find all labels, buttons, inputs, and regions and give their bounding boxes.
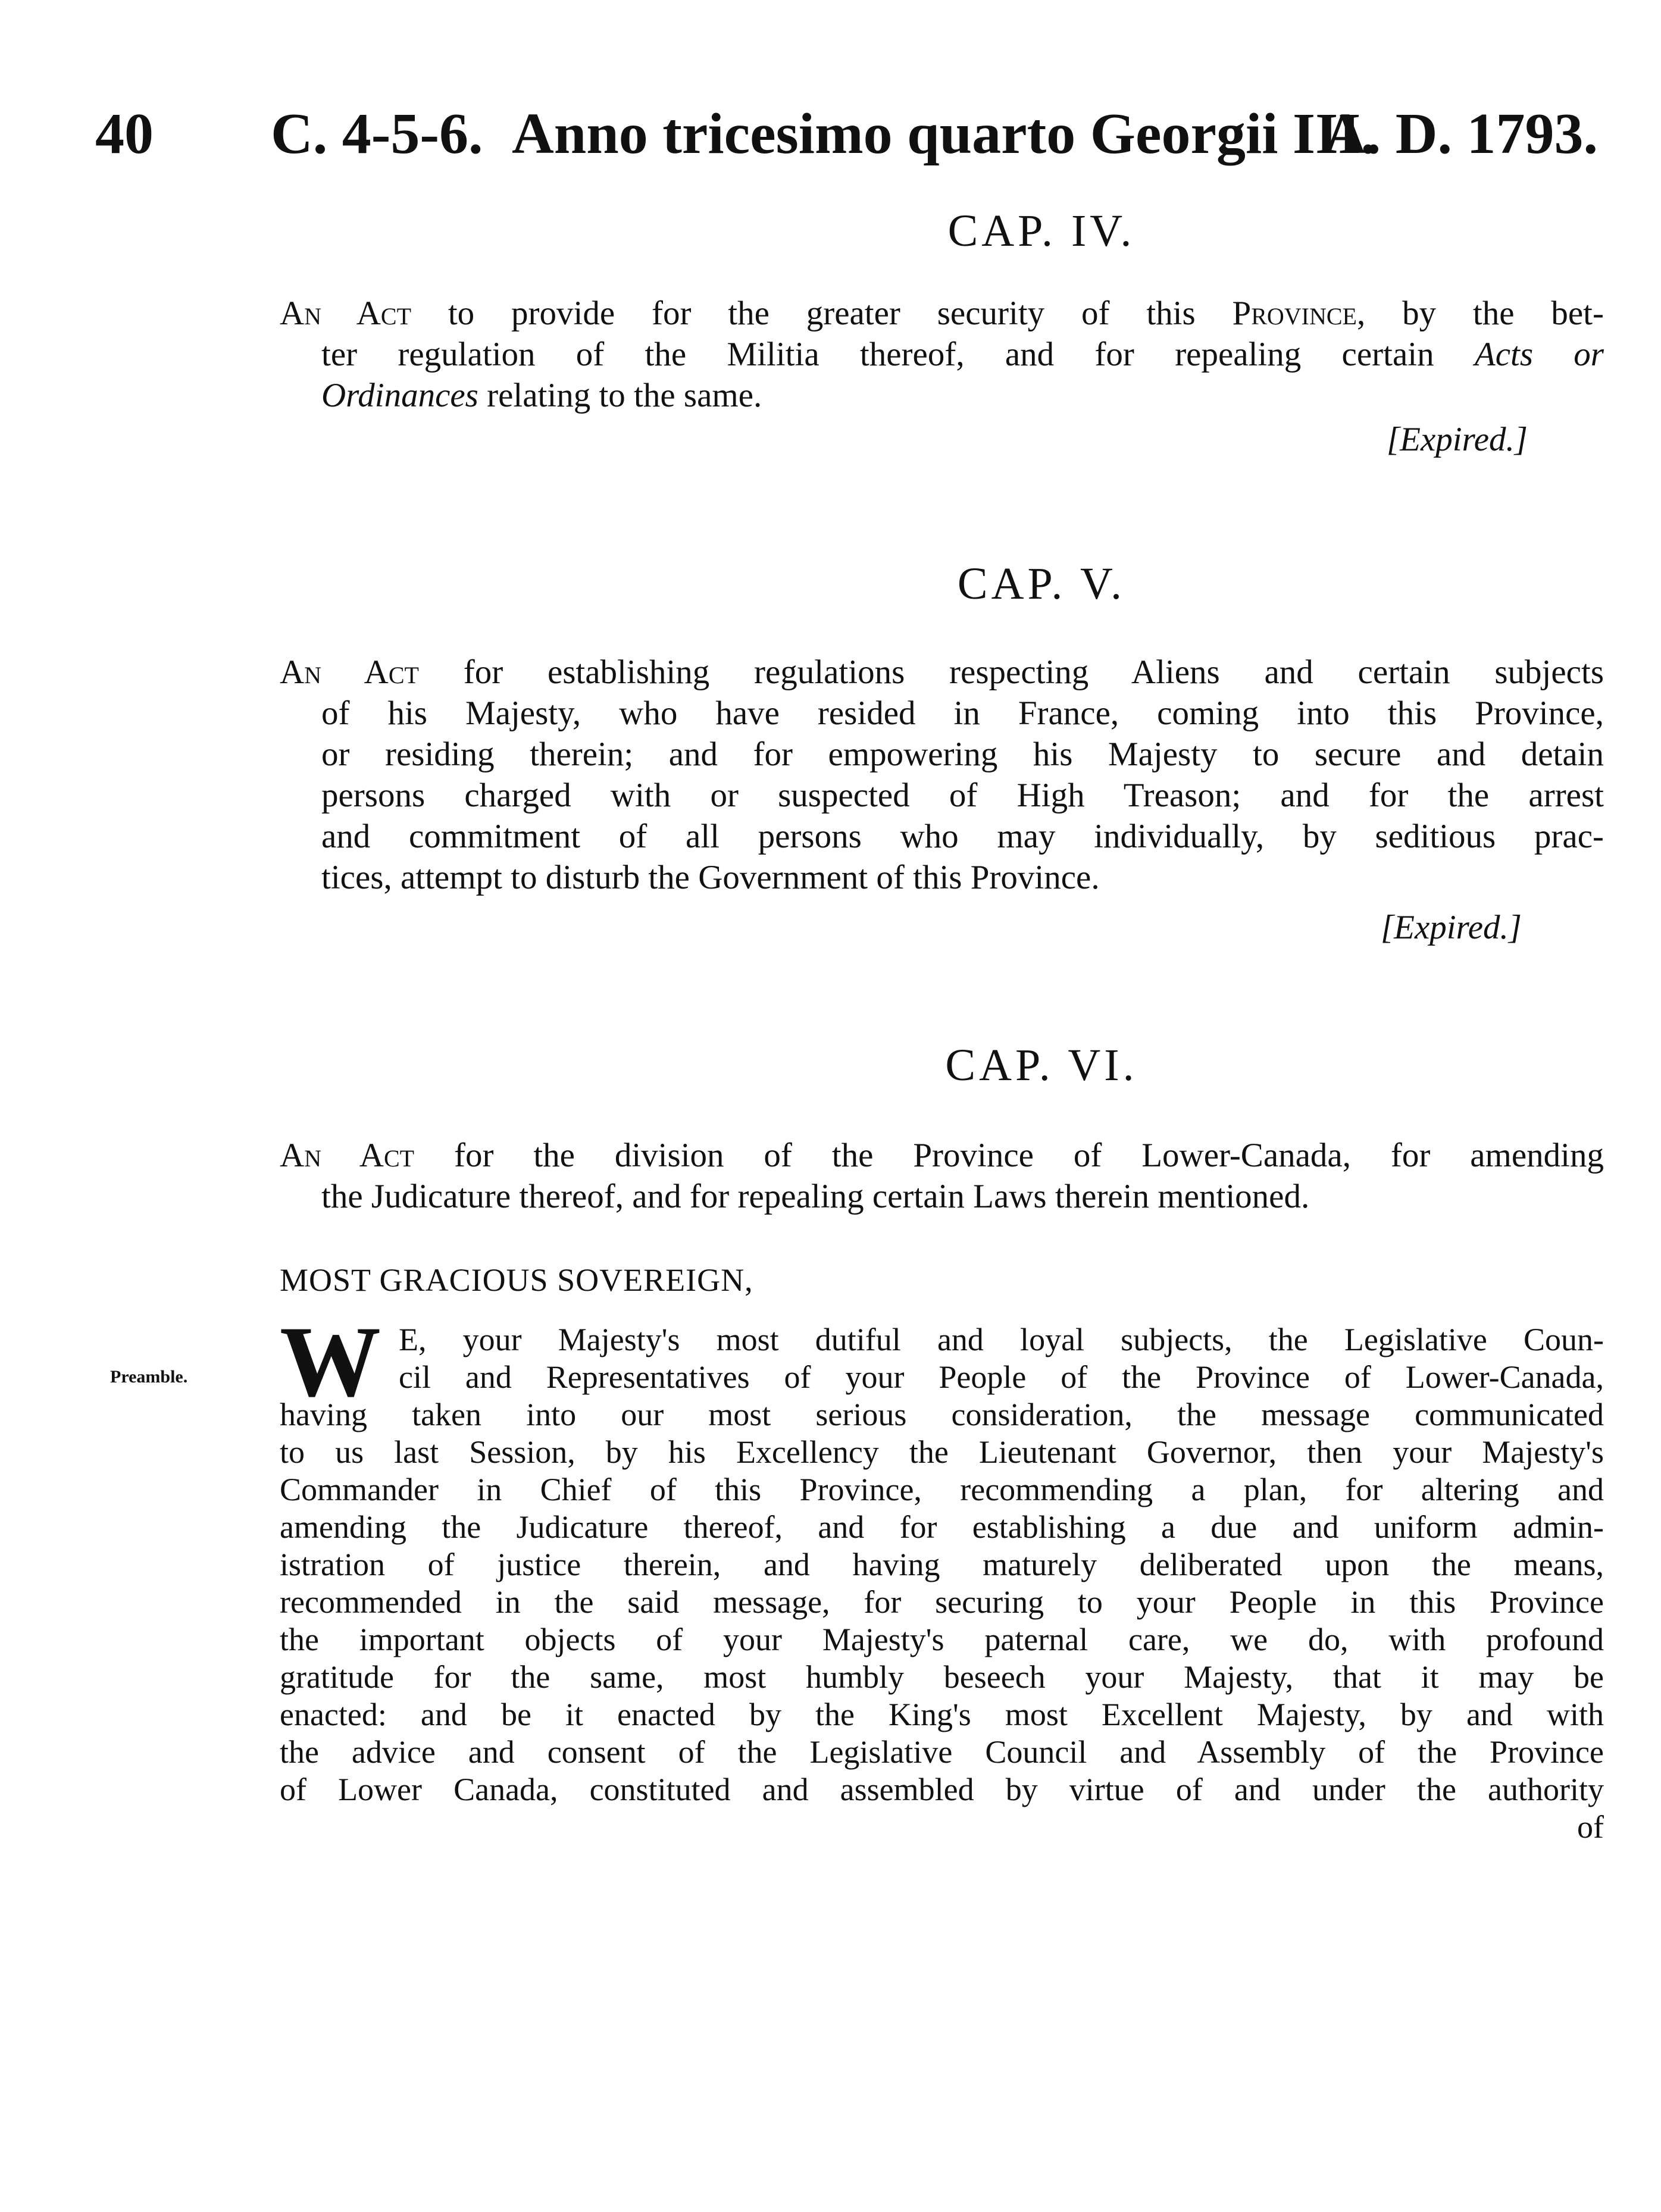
cap-vi-heading: CAP. VI. [945,1040,1138,1090]
cap-iv-title-line-2 [280,334,1604,375]
cap-vi-title-line-2: the Judicature thereof, and for repealing certain Laws therein mentioned. [321,1178,1310,1215]
body-line: having taken into our most serious consideration, the message communicated [280,1397,1604,1432]
cap-v-act-label: An Act [280,653,419,691]
cap-iv-title-line-1 [280,293,1604,334]
cap-v-title-line-2: of his Majesty, who have resided in France, coming into this Province, [321,694,1604,732]
cap-v-title [280,652,1604,898]
body-line: the advice and consent of the Legislative Council and Assembly of the Province [280,1734,1604,1770]
body-line: Commander in Chief of this Province, recommending a plan, for altering and [280,1472,1604,1507]
body-line: istration of justice therein, and having maturely deliberated upon the means, [280,1547,1604,1582]
cap-iv-italic-ordinances: Ordinances [321,377,478,414]
cap-v-title-line-5: and commitment of all persons who may individually, by seditious prac- [321,818,1604,855]
preamble-body [280,1306,1604,1846]
cap-v-title-line-1 [280,652,1604,693]
body-line: cil and Representatives of your People of the Province of Lower-Canada, [399,1359,1604,1395]
cap-v-title-line-6: tices, attempt to disturb the Government of this Province. [321,859,1100,896]
cap-v-title-text: for establishing regulations respecting Aliens and certain subjects [418,653,1604,691]
chapter-range: C. 4-5-6. [271,102,483,166]
cap-iv-title-text-3: ter regulation of the Militia thereof, and for repealing certain [321,336,1475,373]
cap-iv-province: Province [1232,295,1357,332]
drop-cap: W [280,1306,381,1418]
page-number: 40 [95,102,154,166]
body-line: the important objects of your Majesty's paternal care, we do, with profound [280,1622,1604,1657]
body-line: E, your Majesty's most dutiful and loyal subjects, the Legislative Coun- [399,1322,1604,1357]
margin-note-preamble: Preamble. [110,1367,188,1387]
catchword: of [1577,1809,1604,1845]
cap-iv-title-text-4: relating to the same. [478,377,762,414]
cap-iv-status: [Expired.] [1387,421,1528,458]
header-year: A. D. 1793. [1324,102,1599,166]
cap-iv-title [280,293,1604,416]
cap-iv-title-text: to provide for the greater security of this [411,295,1233,332]
cap-vi-act-label: An Act [280,1137,415,1174]
cap-v-heading: CAP. V. [957,559,1126,609]
body-line: to us last Session, by his Excellency the Lieutenant Governor, then your Majesty's [280,1434,1604,1470]
salutation: MOST GRACIOUS SOVEREIGN, [280,1262,753,1298]
cap-iv-act-label: An Act [280,295,412,332]
running-title: Anno tricesimo quarto Georgii III. [512,102,1375,166]
cap-iv-title-text-2: , by the bet- [1357,295,1604,332]
body-line: enacted: and be it enacted by the King's most Excellent Majesty, by and with [280,1697,1604,1732]
cap-vi-title [280,1135,1604,1217]
cap-v-status: [Expired.] [1381,909,1522,946]
body-line: gratitude for the same, most humbly beseech your Majesty, that it may be [280,1659,1604,1695]
cap-iv-heading: CAP. IV. [947,206,1136,256]
cap-v-title-line-3: or residing therein; and for empowering his Majesty to secure and detain [321,736,1604,773]
body-line: amending the Judicature thereof, and for establishing a due and uniform admin- [280,1509,1604,1545]
cap-v-title-line-4: persons charged with or suspected of High Treason; and for the arrest [321,777,1604,814]
cap-iv-italic-acts: Acts or [1474,336,1604,373]
cap-vi-title-text: for the division of the Province of Lower-Canada, for amending [414,1137,1604,1174]
cap-vi-title-line-1 [280,1135,1604,1176]
body-line: of Lower Canada, constituted and assembled by virtue of and under the authority [280,1772,1604,1807]
body-line: recommended in the said message, for securing to your People in this Province [280,1584,1604,1620]
cap-iv-title-line-3 [280,375,1604,416]
